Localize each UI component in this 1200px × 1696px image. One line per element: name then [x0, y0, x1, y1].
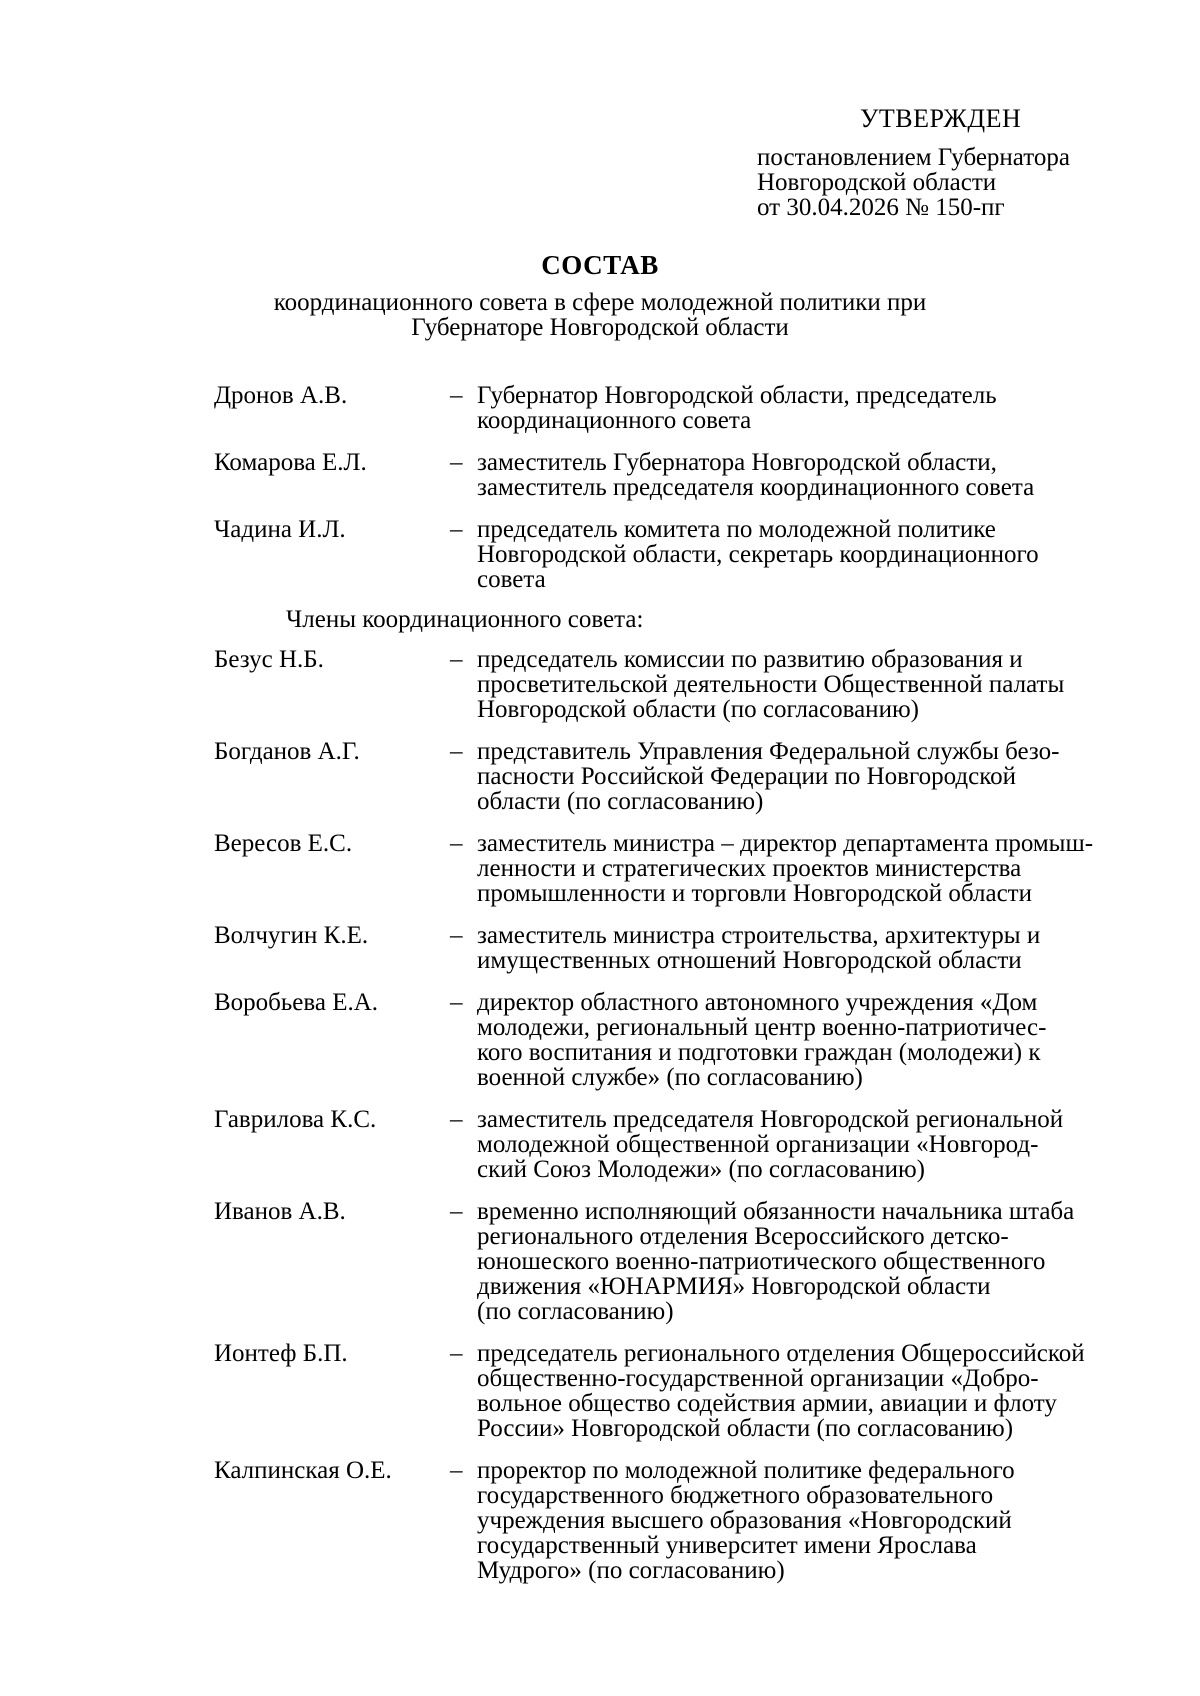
subtitle-line: Губернаторе Новгородской области	[411, 314, 789, 341]
roster-row-leadership	[214, 517, 1144, 592]
roster-row-member	[214, 739, 1144, 814]
person-name: Богданов А.Г.	[214, 738, 360, 765]
document-title: СОСТАВ	[541, 250, 659, 280]
person-position: заместитель министра строительства, архитектуры и имущественных отношений Новгородской области	[477, 922, 1041, 974]
person-position: председатель комитета по молодежной политике Новгородской области, секретарь координационного совета	[477, 516, 1039, 593]
person-name: Чадина И.Л.	[214, 516, 346, 543]
approval-line: Новгородской области	[757, 169, 997, 196]
roster-row-leadership	[214, 383, 1144, 433]
dash-separator: –	[450, 382, 463, 409]
roster-row-leadership	[214, 450, 1144, 500]
approval-block	[757, 106, 1177, 220]
person-position: председатель регионального отделения Общероссийской общественно-государственной организации «Добро- вольное общество содействия армии, авиации и флоту России» Новгородской области (по согласованию)	[477, 1340, 1085, 1442]
approval-stamp: УТВЕРЖДЕН	[860, 104, 1022, 133]
dash-separator: –	[450, 516, 463, 543]
person-position: заместитель Губернатора Новгородской области, заместитель председателя координационного совета	[477, 449, 1035, 501]
council-roster	[214, 383, 1144, 1583]
person-name: Иванов А.В.	[214, 1198, 346, 1225]
person-position: председатель комиссии по развитию образования и просветительской деятельности Общественной палаты Новгородской области (по согласованию)	[477, 646, 1065, 723]
roster-row-member	[214, 831, 1144, 906]
roster-row-member	[214, 1107, 1144, 1182]
dash-separator: –	[450, 830, 463, 857]
person-name: Вересов Е.С.	[214, 830, 353, 857]
person-name: Ионтеф Б.П.	[214, 1340, 348, 1367]
roster-row-member	[214, 647, 1144, 722]
roster-row-member	[214, 1199, 1144, 1324]
dash-separator: –	[450, 738, 463, 765]
person-position: проректор по молодежной политике федерального государственного бюджетного образовательного учреждения высшего образования «Новгородский государственный университет имени Ярослава Мудрого» (по согласованию)	[477, 1457, 1015, 1584]
person-position: заместитель председателя Новгородской региональной молодежной общественной организации «Новгород- ский Союз Молодежи» (по согласованию)	[477, 1106, 1064, 1183]
document-subtitle	[0, 290, 1200, 340]
dash-separator: –	[450, 646, 463, 673]
subtitle-line: координационного совета в сфере молодежной политики при	[273, 289, 927, 316]
person-name: Гаврилова К.С.	[214, 1106, 377, 1133]
roster-row-member	[214, 923, 1144, 973]
roster-row-member	[214, 1458, 1144, 1583]
person-position: директор областного автономного учреждения «Дом молодежи, региональный центр военно-патриотичес- кого воспитания и подготовки граждан (молодежи) к военной службе» (по согласованию)	[477, 989, 1047, 1091]
person-position: представитель Управления Федеральной службы безо- пасности Российской Федерации по Новгородской области (по согласованию)	[477, 738, 1060, 815]
person-name: Калпинская О.Е.	[214, 1457, 392, 1484]
person-position: Губернатор Новгородской области, председатель координационного совета	[477, 382, 997, 434]
dash-separator: –	[450, 989, 463, 1016]
members-heading: Члены координационного совета:	[286, 606, 644, 633]
dash-separator: –	[450, 1198, 463, 1225]
roster-row-member	[214, 990, 1144, 1090]
dash-separator: –	[450, 1457, 463, 1484]
dash-separator: –	[450, 1340, 463, 1367]
person-name: Волчугин К.Е.	[214, 922, 369, 949]
person-name: Воробьева Е.А.	[214, 989, 379, 1016]
person-name: Комарова Е.Л.	[214, 449, 367, 476]
person-name: Дронов А.В.	[214, 382, 348, 409]
person-position: заместитель министра – директор департамента промыш- ленности и стратегических проектов министерства промышленности и торговли Новгородской области	[477, 830, 1094, 907]
dash-separator: –	[450, 449, 463, 476]
dash-separator: –	[450, 922, 463, 949]
approval-line: постановлением Губернатора	[757, 144, 1070, 171]
person-name: Безус Н.Б.	[214, 646, 324, 673]
approval-line: от 30.04.2026 № 150-пг	[757, 194, 1005, 221]
roster-row-member	[214, 1341, 1144, 1441]
person-position: временно исполняющий обязанности начальника штаба регионального отделения Всероссийского детско- юношеского военно-патриотического общественного движения «ЮНАРМИЯ» Новгородской области (по согласованию)	[477, 1198, 1075, 1325]
dash-separator: –	[450, 1106, 463, 1133]
